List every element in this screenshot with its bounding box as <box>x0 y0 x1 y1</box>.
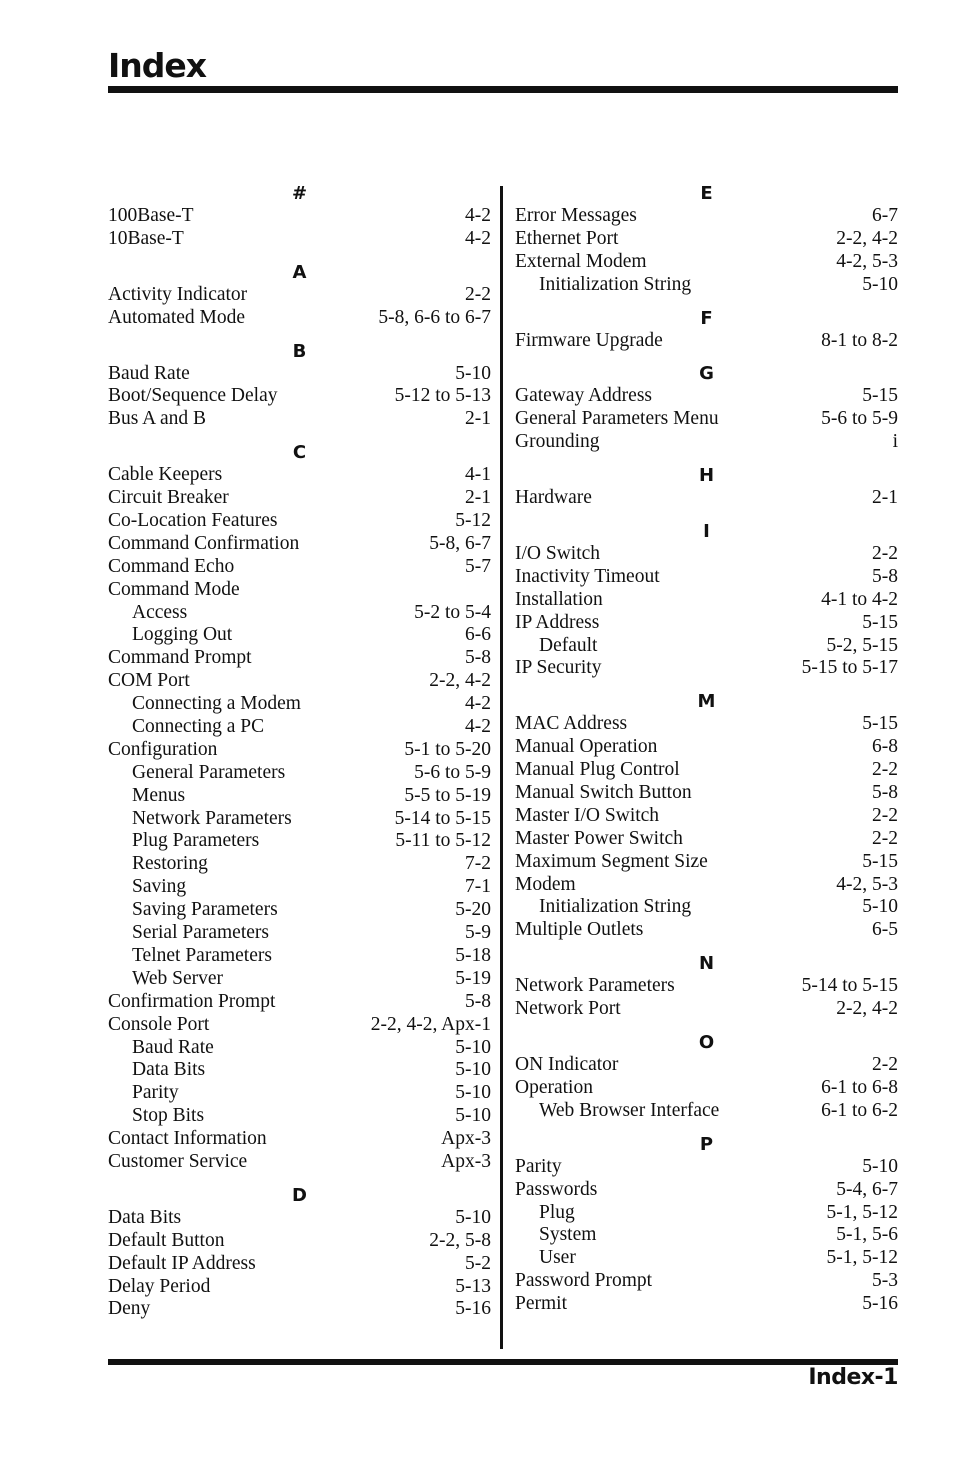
entry-term: Connecting a PC <box>132 716 265 738</box>
entry-pages: 5-15 <box>862 611 898 633</box>
index-section <box>108 182 491 251</box>
entry-pages: 5-14 to 5-15 <box>394 807 491 829</box>
entry-pages: 5-15 <box>862 385 898 407</box>
index-entry <box>515 998 898 1021</box>
entry-term: Serial Parameters <box>132 922 269 944</box>
entry-term: Web Browser Interface <box>539 1099 720 1121</box>
entry-pages: 5-2 to 5-4 <box>414 601 491 623</box>
index-section <box>515 464 898 510</box>
entry-pages: 5-16 <box>455 1298 491 1320</box>
entry-term: Command Mode <box>108 578 240 600</box>
index-entry <box>515 1077 898 1100</box>
entry-pages: 6-1 to 6-2 <box>821 1099 898 1121</box>
entry-pages: Apx-3 <box>441 1150 491 1172</box>
index-entry <box>515 566 898 589</box>
entry-pages: Apx-3 <box>441 1128 491 1150</box>
entry-term: MAC Address <box>515 713 628 735</box>
entry-pages: 2-2, 4-2 <box>836 227 898 249</box>
entry-term: Deny <box>108 1298 151 1320</box>
entry-pages: 5-12 <box>455 510 491 532</box>
section-letter: P <box>699 1133 714 1155</box>
index-entry <box>108 670 491 693</box>
entry-term: Multiple Outlets <box>515 919 644 941</box>
index-subentry <box>108 1105 491 1128</box>
index-subentry <box>108 762 491 785</box>
section-letter: C <box>292 442 307 464</box>
index-section <box>108 1184 491 1321</box>
entry-term: Master I/O Switch <box>515 804 660 826</box>
index-entry <box>515 205 898 228</box>
index-entry <box>515 851 898 874</box>
index-entry <box>515 251 898 274</box>
entry-pages: 5-8 <box>872 782 898 804</box>
index-entry <box>515 736 898 759</box>
entry-pages: 2-2, 5-8 <box>429 1229 491 1251</box>
entry-pages: 5-7 <box>465 555 491 577</box>
index-entry <box>108 1230 491 1253</box>
entry-pages: i <box>892 431 898 453</box>
entry-pages: 5-19 <box>455 967 491 989</box>
entry-term: Hardware <box>515 487 592 509</box>
entry-pages: 5-10 <box>455 362 491 384</box>
index-subentry <box>108 899 491 922</box>
entry-pages: 2-2 <box>872 1054 898 1076</box>
index-entry <box>515 874 898 897</box>
entry-pages: 2-1 <box>465 408 491 430</box>
entry-term: Default <box>539 634 598 656</box>
index-subentry <box>108 830 491 853</box>
index-entry <box>515 759 898 782</box>
entry-term: I/O Switch <box>515 543 601 565</box>
entry-term: 10Base-T <box>108 227 184 249</box>
entry-term: 100Base-T <box>108 205 194 226</box>
entry-term: Connecting a Modem <box>132 693 301 715</box>
index-section <box>515 690 898 942</box>
index-entry <box>515 1054 898 1077</box>
entry-pages: 2-2 <box>872 759 898 781</box>
entry-term: Passwords <box>515 1178 598 1200</box>
entry-term: Default IP Address <box>108 1252 256 1274</box>
index-entry <box>515 487 898 510</box>
entry-term: External Modem <box>515 250 647 272</box>
entry-pages: 5-15 to 5-17 <box>801 657 898 679</box>
entry-term: Delay Period <box>108 1275 211 1297</box>
entry-term: Operation <box>515 1076 593 1098</box>
index-entry <box>515 1156 898 1179</box>
entry-pages: 5-1, 5-6 <box>836 1224 898 1246</box>
entry-term: IP Security <box>515 657 602 679</box>
entry-pages: 5-5 to 5-19 <box>404 784 491 806</box>
entry-term: Co-Location Features <box>108 510 278 532</box>
entry-pages: 5-15 <box>862 713 898 735</box>
entry-pages: 5-1, 5-12 <box>826 1247 898 1269</box>
section-letter: I <box>703 521 710 543</box>
entry-pages: 6-5 <box>872 919 898 941</box>
entry-term: Baud Rate <box>108 362 190 384</box>
entry-term: Boot/Sequence Delay <box>108 385 278 407</box>
index-entry <box>515 657 898 680</box>
entry-pages: 7-2 <box>465 853 491 875</box>
entry-term: Ethernet Port <box>515 227 619 249</box>
entry-term: Cable Keepers <box>108 464 223 486</box>
entry-pages: 5-10 <box>862 1155 898 1177</box>
index-entry <box>108 408 491 431</box>
index-subentry <box>108 876 491 899</box>
entry-pages: 5-12 to 5-13 <box>394 385 491 407</box>
entry-term: Firmware Upgrade <box>515 329 663 351</box>
entry-term: Console Port <box>108 1013 210 1035</box>
entry-term: Logging Out <box>132 624 233 646</box>
entry-pages: 4-2 <box>465 716 491 738</box>
entry-pages: 5-10 <box>455 1206 491 1228</box>
index-entry <box>108 556 491 579</box>
index-entry <box>108 1151 491 1174</box>
entry-pages: 2-1 <box>872 487 898 509</box>
entry-pages: 2-2, 4-2, Apx-1 <box>370 1013 491 1035</box>
entry-term: Data Bits <box>108 1206 182 1228</box>
index-subentry <box>108 853 491 876</box>
index-section <box>108 261 491 330</box>
entry-term: Network Parameters <box>515 975 675 997</box>
entry-pages: 2-2 <box>872 827 898 849</box>
entry-term: Manual Operation <box>515 736 658 758</box>
entry-term: Manual Switch Button <box>515 782 692 804</box>
entry-pages: 5-10 <box>455 1082 491 1104</box>
index-entry <box>515 431 898 454</box>
index-entry <box>515 1270 898 1293</box>
entry-pages: 5-4, 6-7 <box>836 1178 898 1200</box>
entry-term: Activity Indicator <box>108 283 248 305</box>
entry-pages: 5-14 to 5-15 <box>801 975 898 997</box>
entry-term: ON Indicator <box>515 1054 619 1076</box>
index-subentry <box>108 602 491 625</box>
index-subentry <box>108 808 491 831</box>
index-subentry <box>515 1247 898 1270</box>
entry-pages: 4-2 <box>465 227 491 249</box>
entry-pages: 5-6 to 5-9 <box>414 761 491 783</box>
index-entry <box>108 284 491 307</box>
entry-pages: 4-2, 5-3 <box>836 873 898 895</box>
entry-pages: 2-2, 4-2 <box>836 998 898 1020</box>
entry-term: Saving Parameters <box>132 899 278 921</box>
index-subentry <box>515 274 898 297</box>
index-subentry <box>515 1224 898 1247</box>
index-column-left <box>108 182 491 1321</box>
entry-term: Manual Plug Control <box>515 759 680 781</box>
entry-pages: 5-18 <box>455 944 491 966</box>
entry-term: Parity <box>132 1082 179 1104</box>
index-entry <box>515 589 898 612</box>
entry-term: Maximum Segment Size <box>515 850 708 872</box>
entry-term: Web Server <box>132 967 224 989</box>
entry-pages: 5-10 <box>862 273 898 295</box>
entry-pages: 5-20 <box>455 899 491 921</box>
entry-pages: 5-6 to 5-9 <box>821 408 898 430</box>
index-subentry <box>108 693 491 716</box>
index-entry <box>108 579 491 602</box>
entry-pages: 2-2 <box>872 804 898 826</box>
index-entry <box>108 464 491 487</box>
entry-term: Plug Parameters <box>132 830 260 852</box>
index-subentry <box>108 1082 491 1105</box>
entry-term: Network Port <box>515 998 621 1020</box>
index-entry <box>108 1253 491 1276</box>
index-entry <box>108 1298 491 1321</box>
section-letter: D <box>292 1184 307 1206</box>
entry-pages: 6-8 <box>872 736 898 758</box>
entry-pages: 5-9 <box>465 922 491 944</box>
entry-pages: 5-10 <box>862 896 898 918</box>
entry-term: Command Confirmation <box>108 532 300 554</box>
entry-term: Plug <box>539 1201 575 1223</box>
entry-pages: 6-7 <box>872 205 898 226</box>
index-entry <box>108 647 491 670</box>
page-number: Index-1 <box>808 1365 898 1390</box>
entry-term: Automated Mode <box>108 306 246 328</box>
entry-term: Master Power Switch <box>515 827 683 849</box>
entry-pages: 5-2, 5-15 <box>826 634 898 656</box>
index-section <box>108 441 491 1174</box>
entry-term: Configuration <box>108 738 218 760</box>
index-entry <box>108 1276 491 1299</box>
index-entry <box>515 713 898 736</box>
index-entry <box>108 739 491 762</box>
entry-pages: 5-10 <box>455 1036 491 1058</box>
entry-term: Permit <box>515 1293 567 1315</box>
entry-pages: 2-2, 4-2 <box>429 670 491 692</box>
index-entry <box>515 408 898 431</box>
entry-term: Contact Information <box>108 1128 267 1150</box>
entry-term: Command Echo <box>108 555 235 577</box>
entry-term: Saving <box>132 876 187 898</box>
entry-term: Confirmation Prompt <box>108 990 276 1012</box>
entry-term: Telnet Parameters <box>132 944 272 966</box>
entry-term: Circuit Breaker <box>108 487 229 509</box>
index-column-right <box>515 182 898 1316</box>
entry-term: Initialization String <box>539 896 692 918</box>
entry-term: Inactivity Timeout <box>515 565 660 587</box>
index-entry <box>108 228 491 251</box>
index-entry <box>515 782 898 805</box>
entry-term: Initialization String <box>539 273 692 295</box>
entry-pages: 4-1 <box>465 464 491 486</box>
index-entry <box>108 1207 491 1230</box>
entry-pages: 5-2 <box>465 1252 491 1274</box>
entry-term: Data Bits <box>132 1059 206 1081</box>
entry-pages: 2-2 <box>465 283 491 305</box>
index-section <box>515 520 898 680</box>
entry-term: Baud Rate <box>132 1036 214 1058</box>
index-entry <box>108 991 491 1014</box>
index-subentry <box>108 1059 491 1082</box>
index-entry <box>108 510 491 533</box>
entry-pages: 4-2 <box>465 693 491 715</box>
entry-term: Menus <box>132 784 186 806</box>
entry-pages: 5-8 <box>872 565 898 587</box>
section-letter: M <box>697 691 716 713</box>
entry-pages: 5-11 to 5-12 <box>395 830 491 852</box>
index-entry <box>108 307 491 330</box>
entry-term: Gateway Address <box>515 385 653 407</box>
index-subentry <box>108 785 491 808</box>
section-letter: O <box>698 1032 715 1054</box>
index-subentry <box>108 624 491 647</box>
index-entry <box>108 533 491 556</box>
index-entry <box>515 330 898 353</box>
index-section <box>515 1133 898 1316</box>
footer-rule <box>108 1359 898 1365</box>
section-letter: F <box>700 307 713 329</box>
entry-pages: 5-15 <box>862 850 898 872</box>
index-entry <box>515 385 898 408</box>
column-divider <box>500 186 503 1349</box>
section-letter: # <box>291 183 308 204</box>
index-subentry <box>108 922 491 945</box>
section-letter: G <box>699 363 714 385</box>
entry-term: Restoring <box>132 853 208 875</box>
entry-term: Stop Bits <box>132 1105 205 1127</box>
section-letter: A <box>292 261 307 283</box>
index-entry <box>515 1293 898 1316</box>
entry-pages: 5-10 <box>455 1105 491 1127</box>
index-entry <box>515 612 898 635</box>
entry-pages: 4-1 to 4-2 <box>821 588 898 610</box>
entry-term: Access <box>132 601 188 623</box>
section-letter: H <box>698 465 715 487</box>
entry-pages: 5-8, 6-6 to 6-7 <box>378 306 491 328</box>
entry-pages: 7-1 <box>465 876 491 898</box>
entry-pages: 2-2 <box>872 543 898 565</box>
entry-pages: 6-1 to 6-8 <box>821 1076 898 1098</box>
index-entry <box>108 1128 491 1151</box>
index-section <box>515 362 898 454</box>
header-rule <box>108 86 898 93</box>
entry-pages: 5-1, 5-12 <box>826 1201 898 1223</box>
index-entry <box>515 828 898 851</box>
entry-pages: 5-8 <box>465 647 491 669</box>
index-subentry <box>108 945 491 968</box>
index-section <box>515 307 898 353</box>
entry-term: Parity <box>515 1155 562 1177</box>
entry-term: IP Address <box>515 611 600 633</box>
index-section <box>515 182 898 297</box>
index-subentry <box>515 1202 898 1225</box>
index-subentry <box>108 1037 491 1060</box>
section-letter: B <box>292 340 307 362</box>
entry-pages: 5-1 to 5-20 <box>404 738 491 760</box>
entry-term: Installation <box>515 588 603 610</box>
index-entry <box>515 919 898 942</box>
index-entry <box>108 385 491 408</box>
entry-pages: 5-10 <box>455 1059 491 1081</box>
entry-pages: 5-16 <box>862 1293 898 1315</box>
entry-pages: 4-2, 5-3 <box>836 250 898 272</box>
entry-term: Customer Service <box>108 1150 248 1172</box>
index-section <box>108 340 491 432</box>
entry-term: Network Parameters <box>132 807 292 829</box>
entry-pages: 6-6 <box>465 624 491 646</box>
entry-term: Modem <box>515 873 576 895</box>
index-entry <box>515 1179 898 1202</box>
entry-pages: 4-2 <box>465 205 491 226</box>
index-subentry <box>515 635 898 658</box>
index-subentry <box>515 1100 898 1123</box>
entry-term: Command Prompt <box>108 647 252 669</box>
index-entry <box>108 363 491 386</box>
entry-pages: 5-8, 6-7 <box>429 532 491 554</box>
entry-term: COM Port <box>108 670 190 692</box>
entry-term: General Parameters <box>132 761 286 783</box>
index-subentry <box>108 716 491 739</box>
entry-term: General Parameters Menu <box>515 408 719 430</box>
entry-pages: 8-1 to 8-2 <box>821 329 898 351</box>
index-entry <box>108 205 491 228</box>
index-entry <box>108 1014 491 1037</box>
index-entry <box>515 975 898 998</box>
entry-pages: 5-3 <box>872 1270 898 1292</box>
index-entry <box>108 487 491 510</box>
entry-term: User <box>539 1247 576 1269</box>
page-title: Index <box>108 46 207 85</box>
entry-pages: 5-8 <box>465 990 491 1012</box>
entry-term: Grounding <box>515 431 600 453</box>
index-subentry <box>515 896 898 919</box>
entry-term: Default Button <box>108 1229 225 1251</box>
index-section <box>515 952 898 1021</box>
entry-term: Password Prompt <box>515 1270 653 1292</box>
entry-pages: 2-1 <box>465 487 491 509</box>
index-entry <box>515 805 898 828</box>
entry-term: System <box>539 1224 597 1246</box>
index-subentry <box>108 968 491 991</box>
index-entry <box>515 543 898 566</box>
entry-term: Error Messages <box>515 205 637 226</box>
section-letter: N <box>698 953 715 975</box>
section-letter: E <box>700 183 713 204</box>
entry-term: Bus A and B <box>108 408 207 430</box>
index-section <box>515 1031 898 1123</box>
index-entry <box>515 228 898 251</box>
entry-pages: 5-13 <box>455 1275 491 1297</box>
